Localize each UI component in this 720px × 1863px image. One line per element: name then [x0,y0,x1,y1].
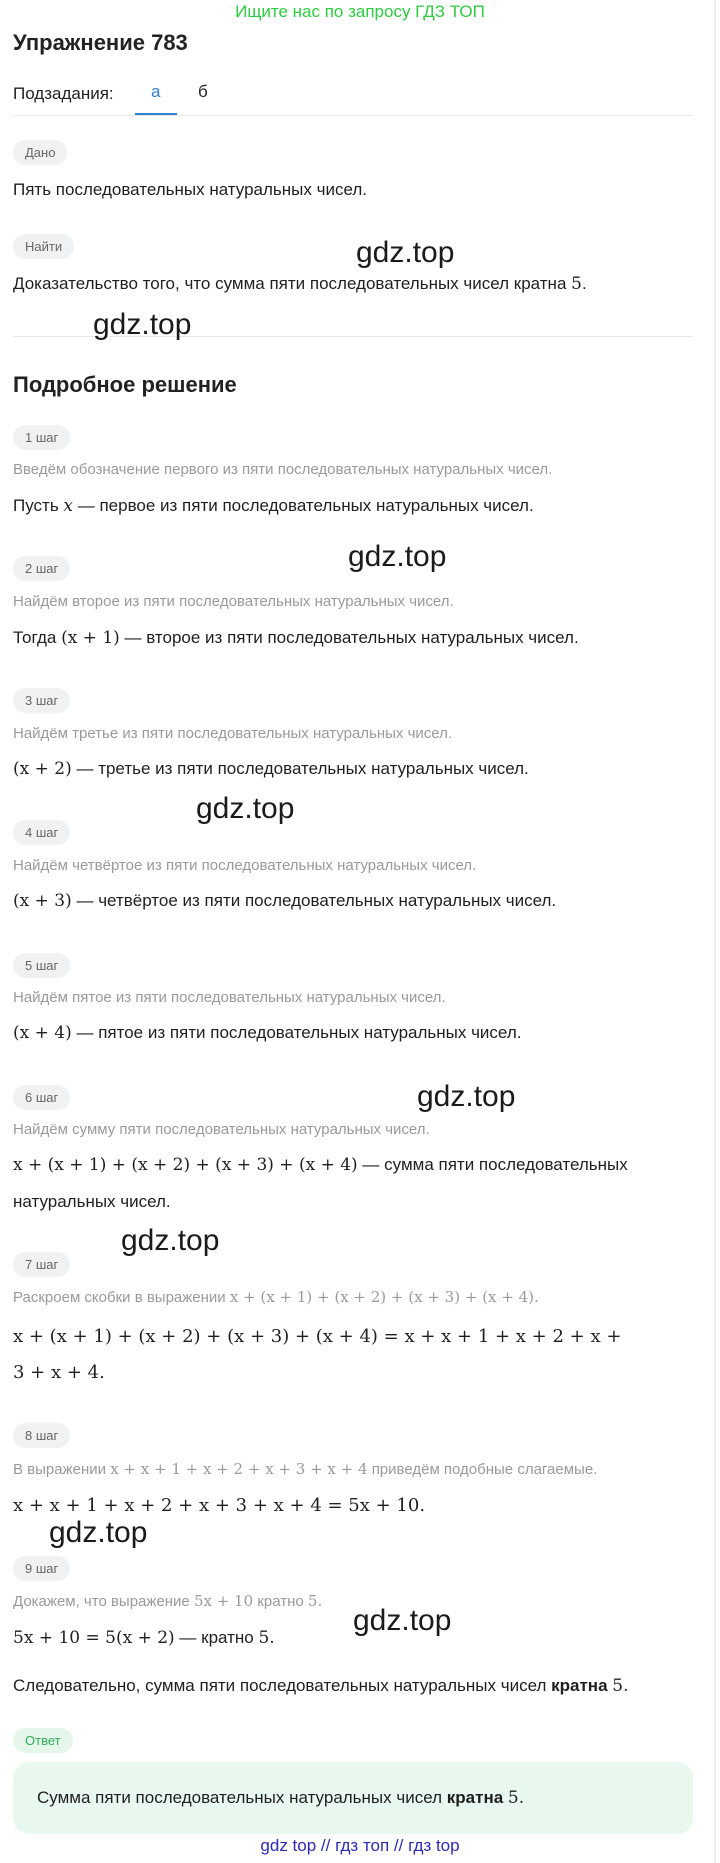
tab-subtask-a[interactable]: а [151,82,161,101]
step-9-math: 5x + 10 = 5(x + 2) [13,1628,175,1648]
step-8-math: x + x + 1 + x + 2 + x + 3 + x + 4 = 5x + 10. [13,1495,426,1516]
step-6-hint: Найдём сумму пяти последовательных натуральных чисел. [13,1121,430,1138]
step-3-math: (x + 2) [13,759,72,779]
step-4-text [13,891,556,911]
conclusion-text [13,1676,629,1696]
step-1-text [13,496,534,516]
step-4-hint: Найдём четвёртое из пяти последовательных натуральных чисел. [13,857,477,874]
step-1-word: Пусть [13,496,59,515]
step-6-rest: — сумма пяти последовательных [362,1155,628,1174]
find-text [13,274,587,294]
step-7-hint-math: x + (x + 1) + (x + 2) + (x + 3) + (x + 4). [229,1288,539,1306]
step-9-hint-text: Докажем, что выражение [13,1593,190,1610]
step-2-text [13,628,579,648]
step-8-hint-tail: приведём подобные слагаемые. [371,1461,598,1478]
step-3-text [13,759,529,779]
top-banner[interactable]: Ищите нас по запросу ГДЗ ТОП [235,2,485,21]
watermark: gdz.top [417,1080,516,1113]
page-title: Упражнение 783 [13,30,188,55]
find-dot: . [581,274,587,293]
step-7-hint [13,1288,539,1306]
watermark: gdz.top [121,1224,220,1257]
step-8-hint-text: В выражении [13,1461,107,1478]
step-9-hint-tail: кратно [257,1593,304,1610]
step-1-rest: — первое из пяти последовательных натуральных чисел. [77,496,534,515]
conclusion-bold: кратна [551,1676,608,1695]
answer-number: 5. [507,1788,525,1808]
conclusion-number: 5. [612,1676,629,1696]
step-2-math: (x + 1) [61,628,120,648]
tabs-divider [13,115,693,116]
step-6-math: x + (x + 1) + (x + 2) + (x + 3) + (x + 4) [13,1155,358,1175]
step-3-rest: — третье из пяти последовательных натуральных чисел. [76,759,529,778]
watermark: gdz.top [353,1604,452,1637]
step-5-math: (x + 4) [13,1023,72,1043]
answer-badge: Ответ [13,1728,73,1753]
step-9-hint [13,1592,322,1610]
step-5-text [13,1023,521,1043]
subtasks-label: Подзадания: [13,84,114,103]
step-8-hint [13,1460,597,1478]
find-number: 5 [571,274,582,294]
conclusion-body: Следовательно, сумма пяти последовательных натуральных чисел [13,1676,547,1695]
step-6-text [13,1155,628,1175]
step-5-hint: Найдём пятое из пяти последовательных натуральных чисел. [13,989,446,1006]
step-3-hint: Найдём третье из пяти последовательных натуральных чисел. [13,725,453,742]
step-2-word: Тогда [13,628,57,647]
given-text: Пять последовательных натуральных чисел. [13,180,367,199]
footer-links[interactable]: gdz top // гдз топ // гдз top [260,1836,460,1855]
find-badge: Найти [13,234,74,259]
answer-bold: кратна [446,1788,504,1807]
find-text-body: Доказательство того, что сумма пяти последовательных чисел кратна [13,274,567,293]
step-5-rest: — пятое из пяти последовательных натуральных чисел. [76,1023,522,1042]
step-1-badge: 1 шаг [13,425,70,450]
step-7-badge: 7 шаг [13,1252,70,1277]
step-9-text [13,1628,275,1648]
step-1-math: x [63,496,73,516]
step-6-text-cont: натуральных чисел. [13,1192,171,1211]
step-4-badge: 4 шаг [13,820,70,845]
step-2-hint: Найдём второе из пяти последовательных натуральных чисел. [13,593,454,610]
page-edge [714,0,716,1863]
step-4-rest: — четвёртое из пяти последовательных натуральных чисел. [76,891,557,910]
step-7-math-cont: 3 + x + 4. [13,1362,105,1383]
tab-subtask-b[interactable]: б [198,82,208,101]
step-9-hint-math: 5x + 10 [193,1592,254,1610]
step-2-rest: — второе из пяти последовательных натуральных чисел. [124,628,579,647]
step-7-hint-text: Раскроем скобки в выражении [13,1289,226,1306]
step-3-badge: 3 шаг [13,688,70,713]
watermark: gdz.top [348,540,447,573]
step-5-badge: 5 шаг [13,953,70,978]
given-badge: Дано [13,140,67,165]
watermark: gdz.top [196,792,295,825]
step-9-badge: 9 шаг [13,1556,70,1581]
step-9-rest: — кратно [179,1628,254,1647]
step-8-badge: 8 шаг [13,1423,70,1448]
watermark: gdz.top [93,308,192,341]
step-6-badge: 6 шаг [13,1085,70,1110]
step-8-hint-math: x + x + 1 + x + 2 + x + 3 + x + 4 [110,1460,368,1478]
step-9-hint-num: 5. [307,1592,323,1610]
answer-body: Сумма пяти последовательных натуральных чисел [37,1788,443,1807]
step-4-math: (x + 3) [13,891,72,911]
step-1-hint: Введём обозначение первого из пяти последовательных натуральных чисел. [13,461,553,478]
watermark: gdz.top [356,236,455,269]
step-2-badge: 2 шаг [13,556,70,581]
solution-title: Подробное решение [13,372,237,397]
watermark: gdz.top [49,1516,148,1549]
answer-text [37,1788,524,1808]
step-7-math: x + (x + 1) + (x + 2) + (x + 3) + (x + 4) = x + x + 1 + x + 2 + x + [13,1326,622,1347]
step-9-num: 5. [258,1628,275,1648]
